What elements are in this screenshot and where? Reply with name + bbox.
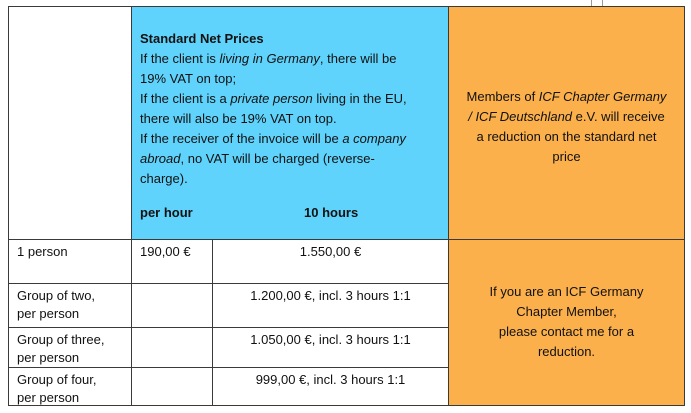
row-label: per person [17, 390, 80, 405]
vat-info-line: there will also be 19% VAT on top. [140, 111, 337, 126]
row-label: per person [17, 350, 80, 365]
standard-prices-cell [131, 6, 449, 240]
vat-info-line: charge). [140, 171, 188, 186]
ten-hours-cell [212, 239, 449, 284]
column-header-per-hour: per hour [140, 205, 193, 220]
vat-info-line: If the client is living in Germany, there will be [140, 51, 397, 66]
per-hour-price: 190,00 € [140, 244, 191, 259]
members-note-line: a reduction on the standard net [476, 129, 657, 144]
column-header-10-hours: 10 hours [304, 205, 359, 220]
table-row [8, 239, 132, 284]
vat-info-line: 19% VAT on top; [140, 71, 237, 86]
members-note-line: price [552, 149, 581, 164]
row-label: Group of three, [17, 332, 105, 347]
header-empty-cell [8, 6, 132, 240]
row-label: 1 person [17, 244, 68, 259]
table-row [8, 367, 132, 406]
pricing-table [8, 6, 685, 406]
table-row [8, 327, 132, 368]
members-note-line: / ICF Deutschland e.V. will receive [468, 109, 665, 124]
ten-hours-price: 1.050,00 €, incl. 3 hours 1:1 [250, 332, 411, 347]
contact-note-line: If you are an ICF Germany [489, 284, 644, 299]
ten-hours-price: 1.550,00 € [299, 244, 362, 259]
per-hour-cell [131, 367, 213, 406]
vat-info-line: abroad, no VAT will be charged (reverse- [140, 151, 375, 166]
ten-hours-price: 999,00 €, incl. 3 hours 1:1 [255, 372, 406, 387]
per-hour-cell [131, 283, 213, 328]
contact-note-text [449, 282, 684, 362]
ten-hours-cell [212, 367, 449, 406]
row-label: Group of four, [17, 372, 97, 387]
row-label: Group of two, [17, 288, 96, 303]
ten-hours-cell [212, 283, 449, 328]
table-row [8, 283, 132, 328]
standard-prices-title: Standard Net Prices [140, 31, 264, 46]
ten-hours-cell [212, 327, 449, 368]
contact-note-line: reduction. [537, 344, 596, 359]
row-label: per person [17, 306, 80, 321]
vat-info-line: If the receiver of the invoice will be a company [140, 131, 406, 146]
contact-note-line: Chapter Member, [516, 304, 617, 319]
members-note-line: Members of ICF Chapter Germany [466, 89, 667, 104]
ten-hours-price: 1.200,00 €, incl. 3 hours 1:1 [250, 288, 411, 303]
contact-note-cell [448, 239, 685, 406]
vat-info-line: If the client is a private person living in the EU, [140, 91, 407, 106]
per-hour-cell [131, 327, 213, 368]
contact-note-line: please contact me for a [498, 324, 635, 339]
members-note-text [449, 87, 684, 167]
per-hour-cell [131, 239, 213, 284]
members-note-cell [448, 6, 685, 240]
vat-info-text [140, 49, 445, 189]
